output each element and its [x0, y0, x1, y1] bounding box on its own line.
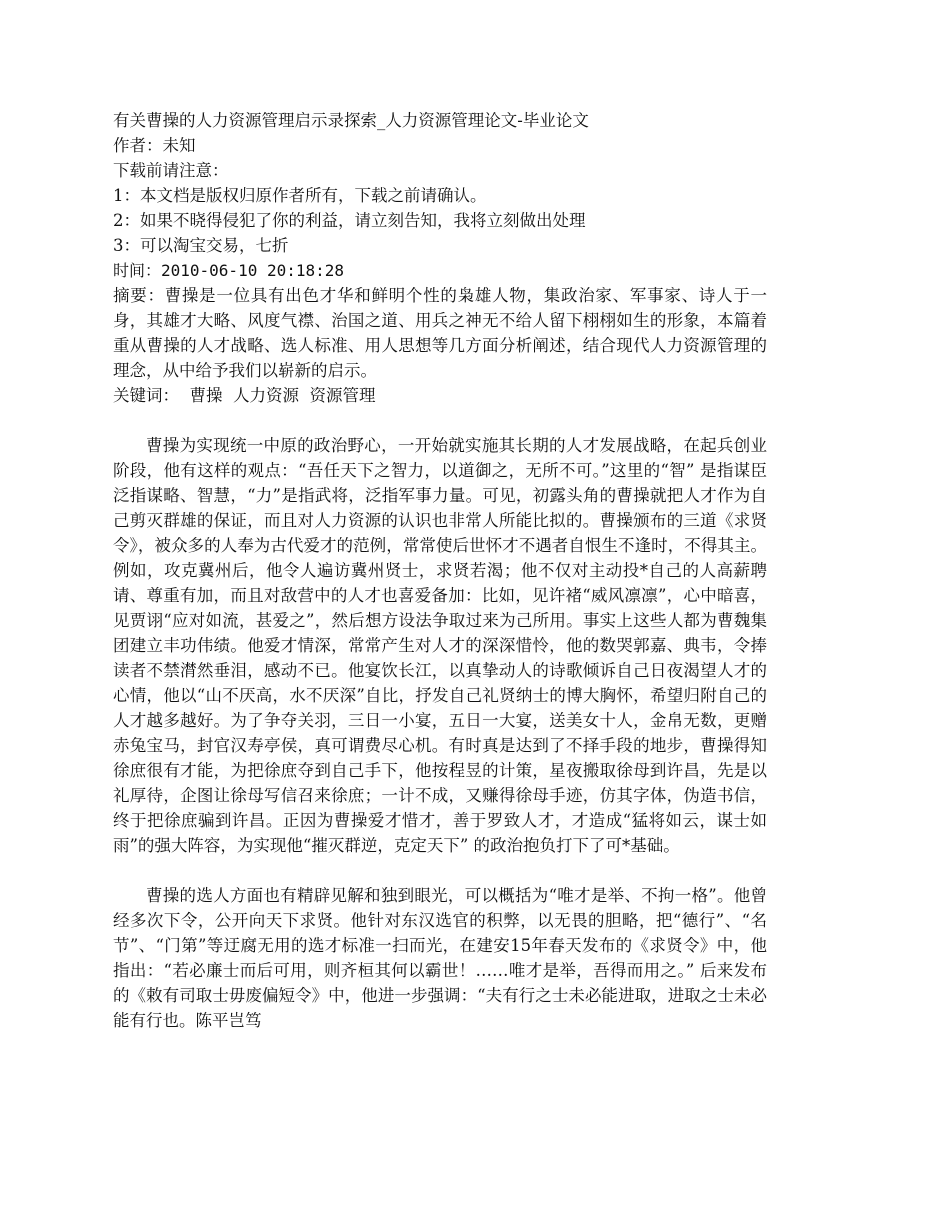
body-paragraph-2: 曹操的选人方面也有精辟见解和独到眼光，可以概括为“唯才是举、不拘一格”。他曾经多次下令，公开向天下求贤。他针对东汉选官的积弊，以无畏的胆略，把“德行”、“名节”、“门第”等迂腐无用的选才标准一扫而光，在建安15年春天发布的《求贤令》中，他指出：“若必廉士而后可用，则齐桓其何以霸世！……唯才是举，吾得而用之。” 后来发布的《敕有司取士毋废偏短令》中，他进一步强调：“夫有行之士未必能进取，进取之士未必能有行也。陈平岂笃: [113, 886, 767, 1030]
spacer: [113, 408, 767, 433]
body-paragraph-1: 曹操为实现统一中原的政治野心，一开始就实施其长期的人才发展战略，在起兵创业阶段，他有这样的观点：“吾任天下之智力，以道御之，无所不可。”这里的“智” 是指谋臣泛指谋略、智慧，“力”是指武将，泛指军事力量。可见，初露头角的曹操就把人才作为自己剪灭群雄的保证，而且对人力资源的认识也非常人所能比拟的。曹操颁布的三道《求贤令》，被众多的人奉为古代爱才的范例，常常使后世怀才不遇者自恨生不逢时，不得其主。例如，攻克冀州后，他令人遍访冀州贤士，求贤若渴；他不仅对主动投*自己的人高薪聘请、尊重有加，而且对敌营中的人才也喜爱备加：比如，见许褚“威风凛凛”，心中暗喜，见贾诩“应对如流，甚爱之”，然后想方设法争取过来为己所用。事实上这些人都为曹魏集团建立丰功伟绩。他爱才情深，常常产生对人才的深深惜怜，他的数哭郭嘉、典韦，令捧读者不禁潸然垂泪，感动不已。他宴饮长江，以真挚动人的诗歌倾诉自己日夜渴望人才的心情，他以“山不厌高，水不厌深”自比，抒发自己礼贤纳士的博大胸怀，希望归附自己的人才越多越好。为了争夺关羽，三日一小宴，五日一大宴，送美女十人，金帛无数，更赠赤兔宝马，封官汉寿亭侯，真可谓费尽心机。有时真是达到了不择手段的地步，曹操得知徐庶很有才能，为把徐庶夺到自己手下，他按程昱的计策，星夜搬取徐母到许昌，先是以礼厚待，企图让徐母写信召来徐庶；一计不成，又赚得徐母手迹，仿其字体，伪造书信，终于把徐庶骗到许昌。正因为曹操爱才惜才，善于罗致人才，才造成“猛将如云，谋士如雨”的强大阵容，为实现他“摧灭群逆，克定天下” 的政治抱负打下了可*基础。: [113, 436, 767, 855]
author-line: 作者：未知: [113, 136, 196, 155]
publish-time: 时间：2010-06-10 20:18:28: [113, 261, 345, 280]
keywords-line: 关键词： 曹操 人力资源 资源管理: [113, 386, 376, 405]
spacer: [113, 858, 767, 883]
document-title: 有关曹操的人力资源管理启示录探索_人力资源管理论文-毕业论文: [113, 111, 589, 130]
abstract-text: 摘要：曹操是一位具有出色才华和鲜明个性的枭雄人物，集政治家、军事家、诗人于一身，其雄才大略、风度气襟、治国之道、用兵之神无不给人留下栩栩如生的形象，本篇着重从曹操的人才战略、选人标准、用人思想等几方面分析阐述，结合现代人力资源管理的理念，从中给予我们以崭新的启示。: [113, 286, 767, 380]
notice-heading: 下载前请注意：: [113, 161, 229, 180]
notice-item-1: 1：本文档是版权归原作者所有，下载之前请确认。: [113, 186, 487, 205]
notice-item-2: 2：如果不晓得侵犯了你的利益，请立刻告知，我将立刻做出处理: [113, 211, 586, 230]
document-page: [113, 108, 767, 1033]
notice-item-3: 3：可以淘宝交易，七折: [113, 236, 289, 255]
